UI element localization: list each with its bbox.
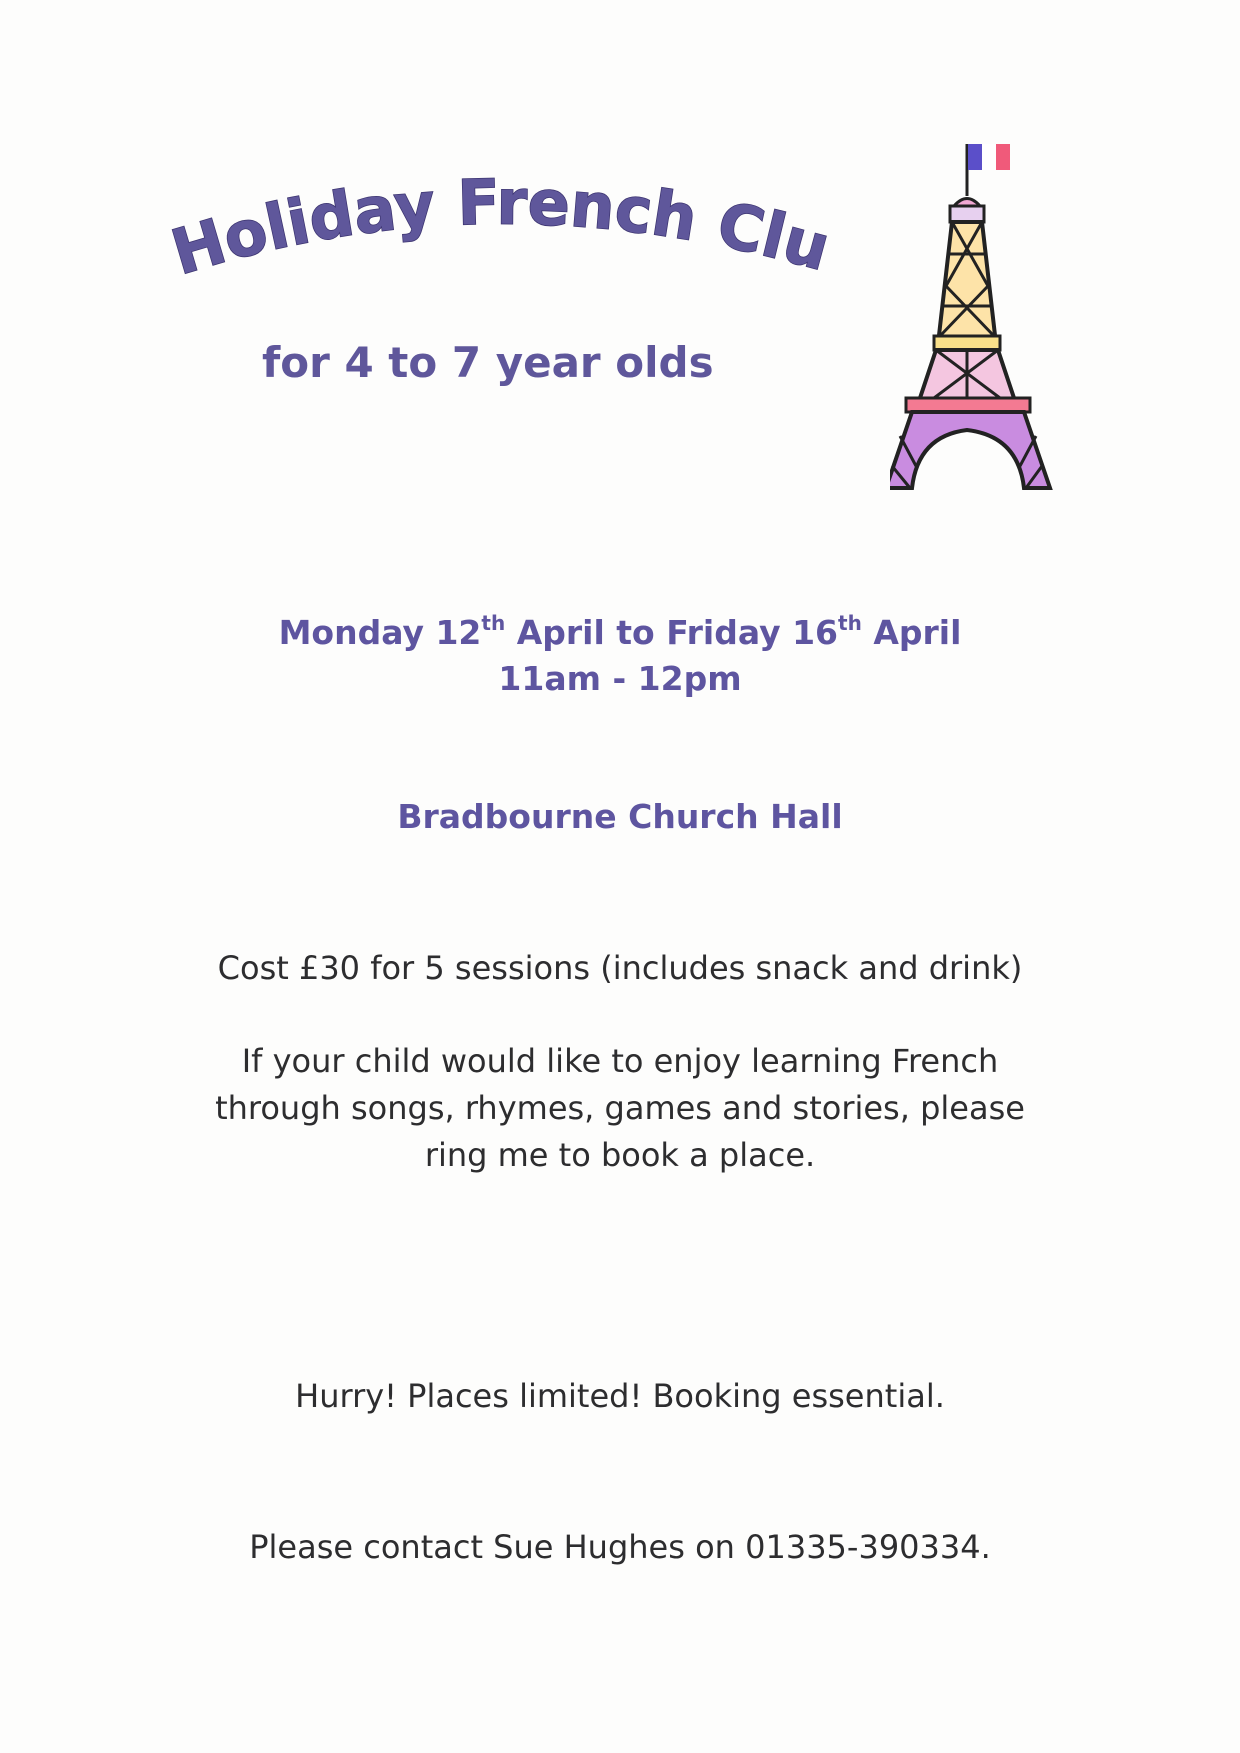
cost-info: Cost £30 for 5 sessions (includes snack and drink): [217, 949, 1023, 987]
age-range-subtitle: for 4 to 7 year olds: [262, 338, 714, 387]
contact-info: Please contact Sue Hughes on 01335-390334.: [249, 1528, 991, 1566]
venue-name: Bradbourne Church Hall: [397, 797, 843, 836]
booking-urgency: Hurry! Places limited! Booking essential.: [295, 1377, 945, 1415]
date-start-suffix: th: [481, 611, 506, 635]
page-title: [137, 102, 860, 360]
french-flag-icon: [967, 144, 1010, 196]
date-range: [0, 610, 1240, 656]
session-dates: [0, 610, 1240, 702]
session-time: 11am - 12pm: [498, 659, 742, 698]
date-middle: April to Friday 16: [505, 613, 839, 652]
intro-paragraph: If your child would like to enjoy learning French through songs, rhymes, games and stories, please ring me to book a place.: [215, 1042, 1025, 1174]
eiffel-tower-icon: [890, 136, 1060, 496]
page-title-text: [138, 102, 837, 289]
date-end-suffix: th: [838, 611, 862, 635]
date-end: April: [861, 613, 962, 652]
date-start: Monday 12: [278, 613, 482, 652]
page-title-path: Holiday French Club: [137, 102, 838, 290]
